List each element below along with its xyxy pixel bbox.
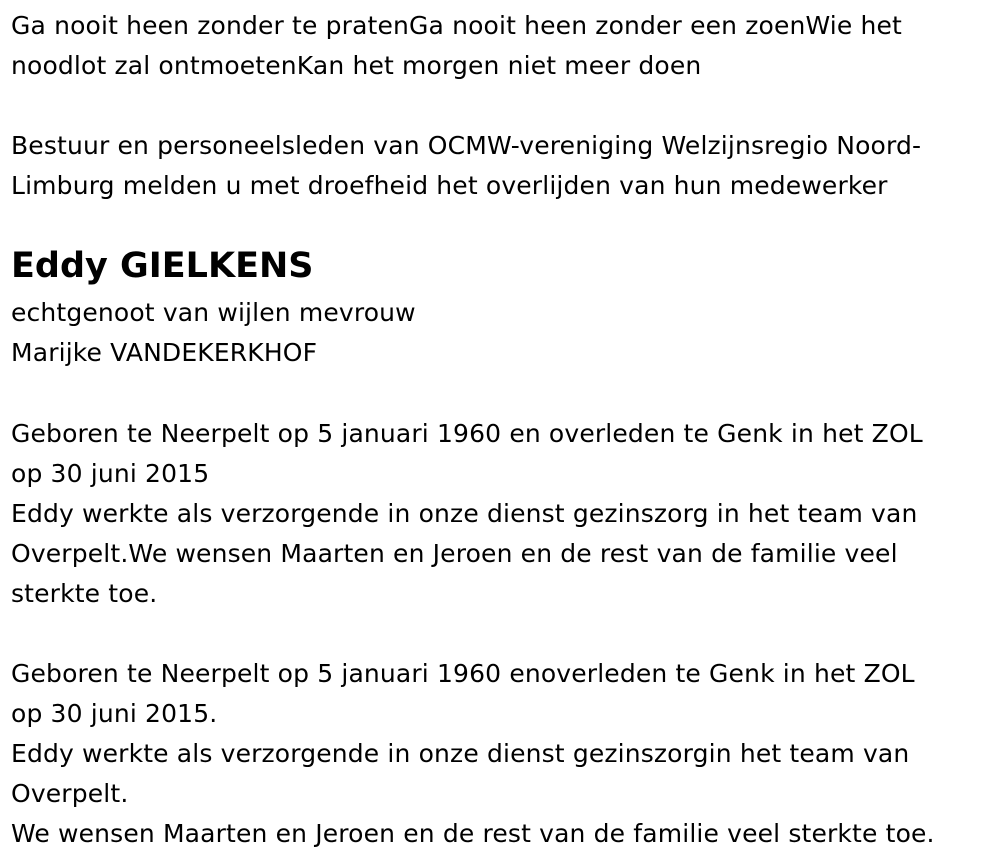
spouse-line-1: echtgenoot van wijlen mevrouw	[11, 298, 416, 327]
details-line-1: Geboren te Neerpelt op 5 januari 1960 en overleden te Genk in het ZOL	[11, 419, 923, 448]
details-line-3: Eddy werkte als verzorgende in onze dienst gezinszorg in het team van	[11, 499, 918, 528]
details-line-5: sterkte toe.	[11, 579, 158, 608]
details-line-2: op 30 juni 2015	[11, 459, 210, 488]
details-repeat-line-5: We wensen Maarten en Jeroen en de rest van de familie veel sterkte toe.	[11, 819, 935, 848]
spouse-line-2: Marijke VANDEKERKHOF	[11, 338, 318, 367]
details-repeat-line-1: Geboren te Neerpelt op 5 januari 1960 enoverleden te Genk in het ZOL	[11, 659, 915, 688]
details-repeat-line-2: op 30 juni 2015.	[11, 699, 218, 728]
details-repeat-line-4: Overpelt.	[11, 779, 129, 808]
details-repeat-line-3: Eddy werkte als verzorgende in onze dienst gezinszorgin het team van	[11, 739, 910, 768]
deceased-name: Eddy GIELKENS	[11, 246, 314, 286]
announcement-line-2: Limburg melden u met droefheid het overlijden van hun medewerker	[11, 171, 888, 200]
announcement-line-1: Bestuur en personeelsleden van OCMW-vereniging Welzijnsregio Noord-	[11, 131, 922, 160]
poem-line-1: Ga nooit heen zonder te pratenGa nooit heen zonder een zoenWie het	[11, 11, 903, 40]
poem-line-2: noodlot zal ontmoetenKan het morgen niet meer doen	[11, 51, 702, 80]
details-line-4: Overpelt.We wensen Maarten en Jeroen en de rest van de familie veel	[11, 539, 898, 568]
